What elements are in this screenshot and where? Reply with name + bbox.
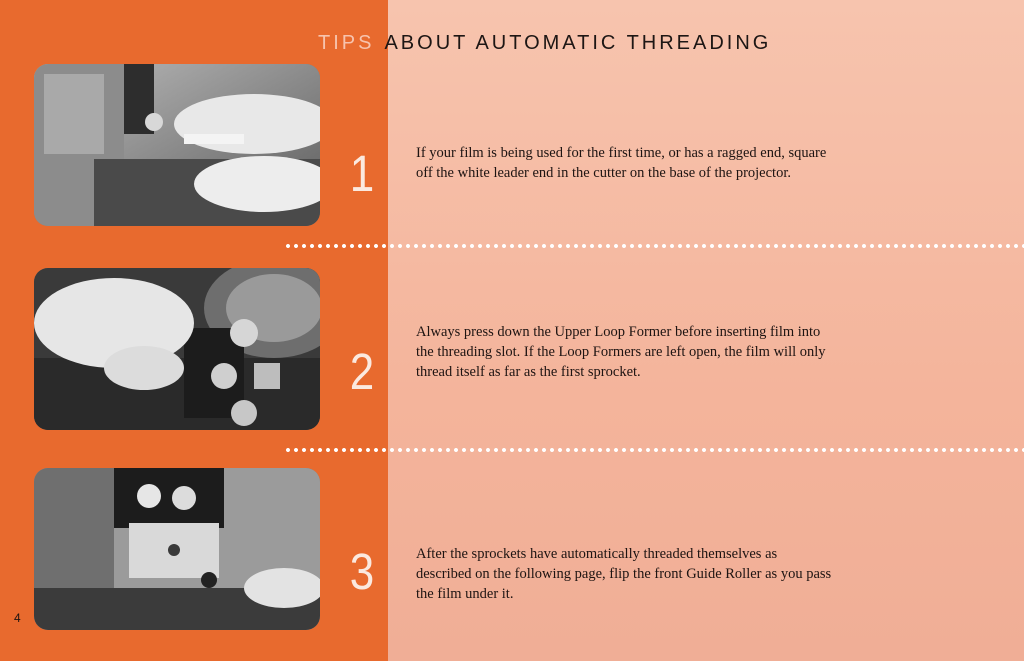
step-number-3: 3 <box>349 544 375 601</box>
photo-step-2 <box>34 268 320 430</box>
photo-step-3 <box>34 468 320 630</box>
step-number-2: 2 <box>349 344 375 401</box>
page-number: 4 <box>14 611 21 625</box>
title-tips: TIPS <box>318 32 375 54</box>
dotted-divider <box>284 447 1024 453</box>
dotted-divider <box>284 243 1024 249</box>
step-text-3: After the sprockets have automatically threaded themselves as described on the following page, flip the front Guide Roller as you pass the film under it. <box>416 546 832 602</box>
page-title <box>318 32 771 55</box>
title-rest: ABOUT AUTOMATIC THREADING <box>384 32 772 54</box>
step-text-1: If your film is being used for the first time, or has a ragged end, square off the white leader end in the cutter on the base of the projector. <box>416 145 827 181</box>
photo-step-1 <box>34 64 320 226</box>
step-number-1: 1 <box>349 146 375 203</box>
step-text-2: Always press down the Upper Loop Former before inserting film into the threading slot. If the Loop Formers are left open, the film will only thread itself as far as the first sprocket. <box>416 324 826 380</box>
